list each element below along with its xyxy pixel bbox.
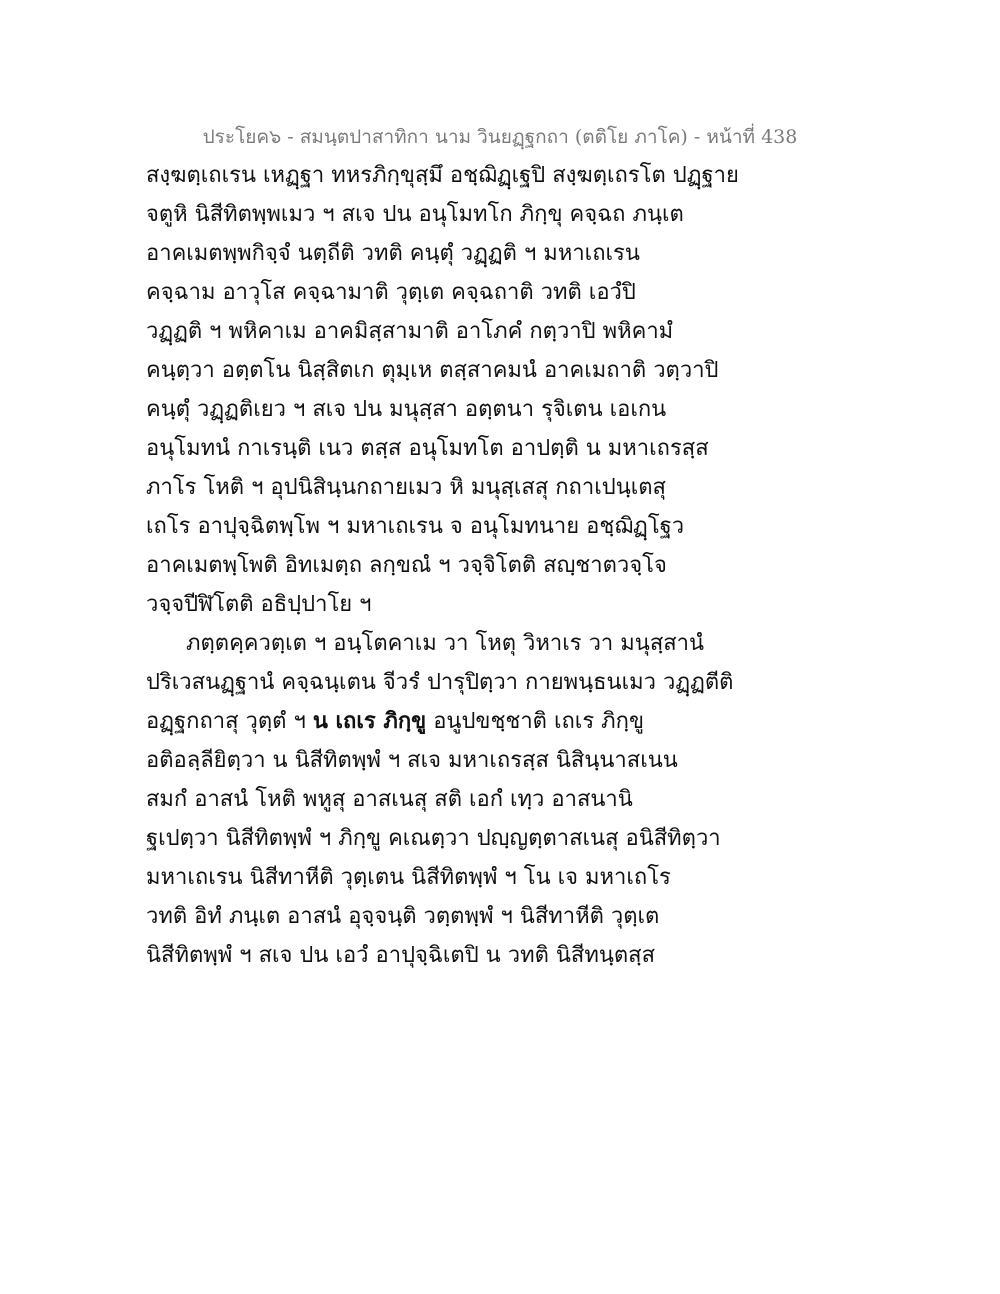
text-line: คนฺตฺวา อตฺตโน นิสฺสิตเก ตุมฺเห ตสฺสาคมนํ อาคเมถาติ วตฺวาปิ bbox=[146, 358, 719, 383]
text-line: เถโร อาปุจฺฉิตพฺโพ ฯ มหาเถเรน จ อนุโมทนาย อชฺฌิฏฺโฐว bbox=[146, 514, 685, 539]
text-line: สมกํ อาสนํ โหติ พหูสุ อาสเนสุ สติ เอกํ เทฺว อาสนานิ bbox=[146, 787, 633, 812]
text-line: อติอลฺลียิตฺวา น นิสีทิตพฺพํ ฯ สเจ มหาเถรสฺส นิสินฺนาสเนน bbox=[146, 748, 678, 773]
text-segment: อฏฺฐกถาสุ วุตฺตํ ฯ bbox=[146, 709, 306, 734]
text-line: มหาเถเรน นิสีทาหีติ วุตฺเตน นิสีทิตพฺพํ ฯ โน เจ มหาเถโร bbox=[146, 865, 671, 890]
text-line: ฐเปตฺวา นิสีทิตพฺพํ ฯ ภิกฺขู คเณตฺวา ปญฺญตฺตาสเนสุ อนิสีทิตฺวา bbox=[146, 826, 721, 851]
text-line: ปริเวสนฏฺฐานํ คจฺฉนฺเตน จีวรํ ปารุปิตฺวา กายพนฺธนเมว วฏฺฏตีติ bbox=[146, 670, 734, 695]
bold-phrase: น เถเร ภิกฺขู bbox=[312, 708, 427, 734]
text-line: คนฺตุํ วฏฺฏติเยว ฯ สเจ ปน มนุสฺสา อตฺตนา รุจิเตน เอเกน bbox=[146, 397, 667, 422]
running-header: ประโยค๖ - สมนฺตปาสาทิกา นาม วินยฏฺฐกถา (ตติโย ภาโค) - หน้าที่ 438 bbox=[202, 126, 798, 148]
text-line: นิสีทิตพฺพํ ฯ สเจ ปน เอวํ อาปุจฺฉิเตปิ น วทติ นิสีทนฺตสฺส bbox=[146, 943, 655, 968]
text-line: วทติ อิทํ ภนฺเต อาสนํ อุจฺจนฺติ วตฺตพฺพํ ฯ นิสีทาหีติ วุตฺเต bbox=[146, 904, 660, 929]
text-line: อาคเมตพฺโพติ อิทเมตฺถ ลกฺขณํ ฯ วจฺจิโตติ สญฺชาตวจฺโจ bbox=[146, 553, 667, 578]
text-line-with-bold bbox=[146, 702, 866, 741]
text-line: จตูหิ นิสีทิตพฺพเมว ฯ สเจ ปน อนุโมทโก ภิกฺขุ คจฺฉถ ภนฺเต bbox=[146, 202, 684, 227]
text-line: ภาโร โหติ ฯ อุปนิสินฺนกถายเมว หิ มนุสฺเสสุ กถาเปนฺเตสุ bbox=[146, 475, 666, 500]
paragraph-first-line: ภตฺตคฺควตฺเต ฯ อนฺโตคาเม วา โหตุ วิหาเร วา มนุสฺสานํ bbox=[186, 631, 705, 656]
text-line: วฏฺฏติ ฯ พหิคาเม อาคมิสฺสามาติ อาโภคํ กตฺวาปิ พหิคามํ bbox=[146, 319, 674, 344]
text-line: วจฺจปีฬิโตติ อธิปฺปาโย ฯ bbox=[146, 592, 372, 617]
text-line: อาคเมตพฺพกิจฺจํ นตฺถีติ วทติ คนฺตุํ วฏฺฏติ ฯ มหาเถเรน bbox=[146, 241, 640, 266]
text-line: คจฺฉาม อาวุโส คจฺฉามาติ วุตฺเต คจฺฉถาติ วทติ เอวํปิ bbox=[146, 280, 636, 305]
text-segment: อนูปขชฺชาติ เถเร ภิกฺขู bbox=[426, 709, 644, 734]
body-text bbox=[146, 156, 866, 975]
text-line: สงฺฆตฺเถเรน เหฏฺฐา ทหรภิกฺขุสฺมึ อชฺฌิฏฺเฐปิ สงฺฆตฺเถรโต ปฏฺฐาย bbox=[146, 163, 739, 188]
text-line: อนุโมทนํ กาเรนฺติ เนว ตสฺส อนุโมทโต อาปตฺติ น มหาเถรสฺส bbox=[146, 436, 709, 461]
